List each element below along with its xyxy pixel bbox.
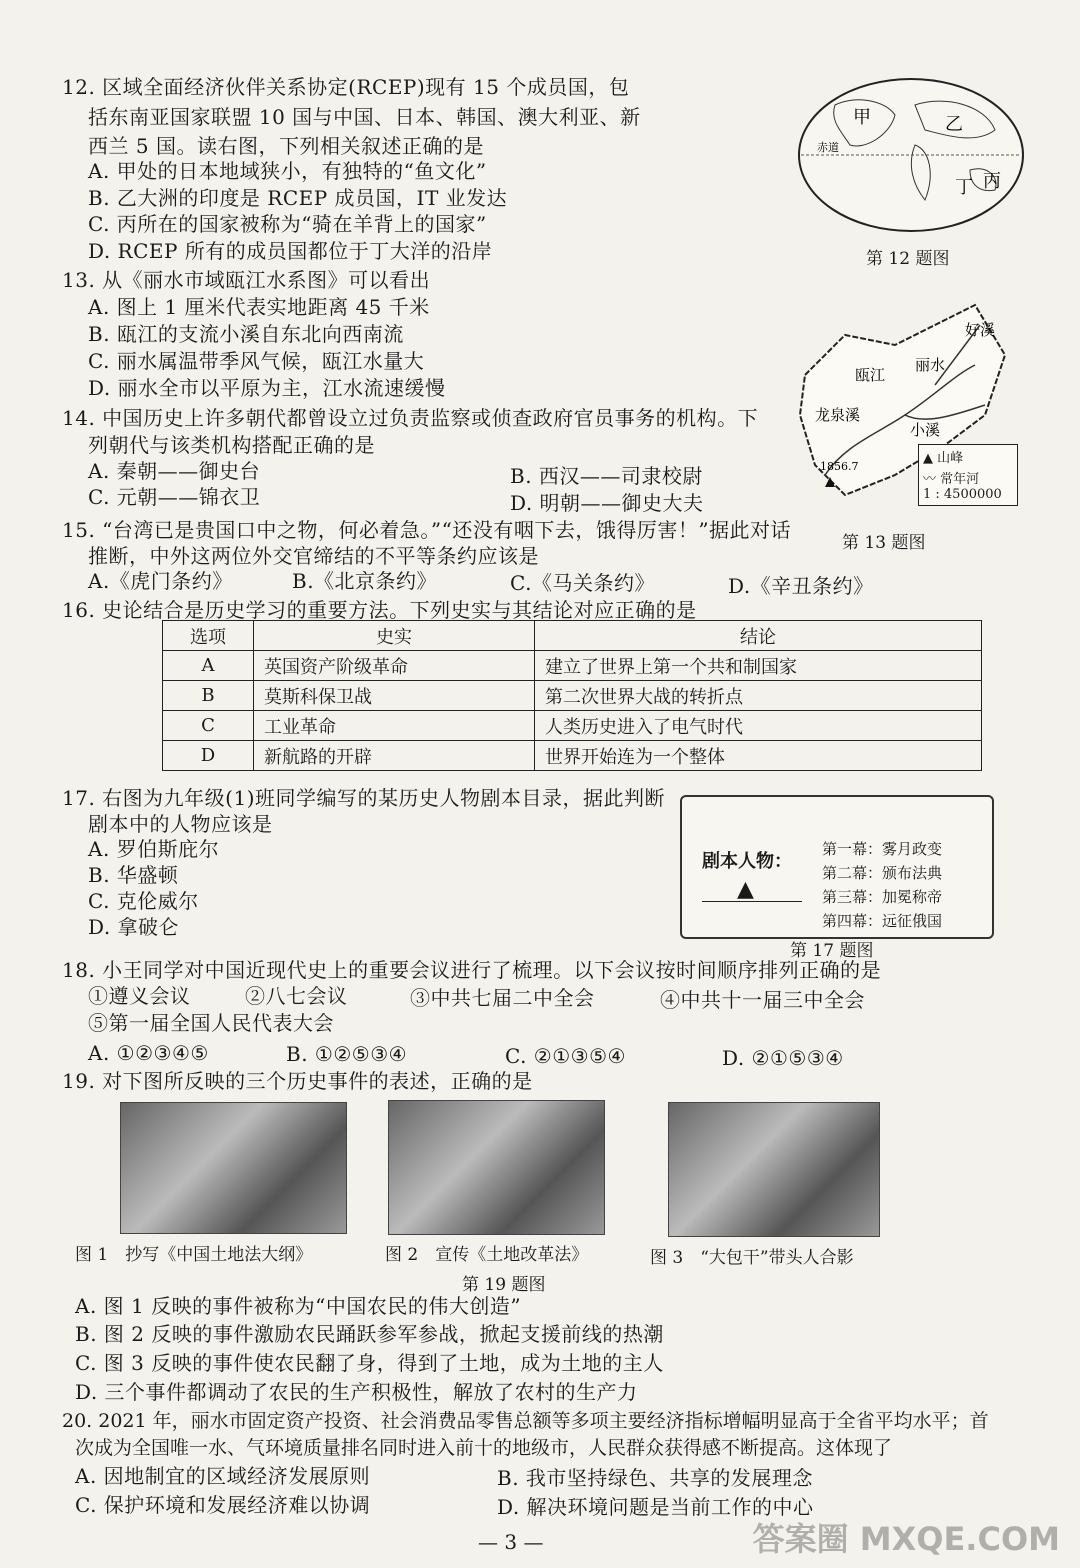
q13-option-d: D. 丽水全市以平原为主，江水流速缓慢 xyxy=(88,376,446,400)
q18-stem: 18. 小王同学对中国近现代史上的重要会议进行了梳理。以下会议按时间顺序排列正确的是 xyxy=(62,958,882,982)
q14-stem-line-2: 列朝代与该类机构搭配正确的是 xyxy=(88,433,375,457)
label-longquanxi: 龙泉溪 xyxy=(815,406,861,424)
q18-option-b: B. ①②⑤③④ xyxy=(286,1042,408,1066)
q15-option-a: A.《虎门条约》 xyxy=(88,569,233,593)
q18-item-1: ①遵义会议 xyxy=(88,984,191,1008)
header-fact: 史实 xyxy=(254,621,535,651)
q20-stem-line-1: 20. 2021 年，丽水市固定资产投资、社会消费品零售总额等多项主要经济指标增幅明显高于全省平均水平；首 xyxy=(62,1410,989,1432)
cell-option: A xyxy=(163,651,254,681)
map-label-yi: 乙 xyxy=(945,114,963,135)
header-option: 选项 xyxy=(163,621,254,651)
script-scroll-figure xyxy=(680,795,994,939)
photo-caption-3: 图 3 “大包干”带头人合影 xyxy=(650,1248,854,1268)
table-row xyxy=(163,741,982,771)
q19-option-c: C. 图 3 反映的事件使农民翻了身，得到了土地，成为土地的主人 xyxy=(75,1351,664,1375)
q14-option-a: A. 秦朝——御史台 xyxy=(88,459,261,483)
act-3: 第三幕：加冕称帝 xyxy=(822,888,943,906)
label-haoxi: 好溪 xyxy=(965,321,996,339)
q14-option-d: D. 明朝——御史大夫 xyxy=(510,491,704,515)
legend-scale: 1 : 4500000 xyxy=(923,487,1002,502)
cell-fact: 莫斯科保卫战 xyxy=(254,681,535,711)
photo-caption-2: 图 2 宣传《土地改革法》 xyxy=(385,1245,589,1265)
q12-stem-line-1: 12. 区域全面经济伙伴关系协定(RCEP)现有 15 个成员国，包 xyxy=(62,75,630,99)
map-label-jia: 甲 xyxy=(853,107,871,128)
q19-option-d: D. 三个事件都调动了农民的生产积极性，解放了农村的生产力 xyxy=(75,1380,638,1404)
cell-fact: 工业革命 xyxy=(254,711,535,741)
acts-list xyxy=(822,837,942,933)
q19-option-a: A. 图 1 反映的事件被称为“中国农民的伟大创造” xyxy=(75,1294,522,1318)
q17-option-d: D. 拿破仑 xyxy=(88,915,180,939)
table-row xyxy=(163,681,982,711)
script-character-label: 剧本人物： xyxy=(702,851,792,872)
q12-option-c: C. 丙所在的国家被称为“骑在羊背上的国家” xyxy=(88,212,487,236)
q20-option-d: D. 解决环境问题是当前工作的中心 xyxy=(497,1495,814,1519)
q17-stem-line-2: 剧本中的人物应该是 xyxy=(88,812,273,836)
q18-item-4: ④中共十一届三中全会 xyxy=(660,988,865,1012)
q19-stem: 19. 对下图所反映的三个历史事件的表述，正确的是 xyxy=(62,1069,533,1093)
q12-option-b: B. 乙大洲的印度是 RCEP 成员国，IT 业发达 xyxy=(88,186,508,210)
q18-option-d: D. ②①⑤③④ xyxy=(722,1046,844,1070)
q15-stem-line-1: 15. “台湾已是贵国口中之物，何必着急。”“还没有咽下去，饿得厉害！”据此对话 xyxy=(62,518,792,542)
q15-stem-line-2: 推断，中外这两位外交官缔结的不平等条约应该是 xyxy=(88,544,539,568)
cell-option: D xyxy=(163,741,254,771)
q17-stem-line-1: 17. 右图为九年级(1)班同学编写的某历史人物剧本目录，据此判断 xyxy=(62,786,665,810)
q13-option-a: A. 图上 1 厘米代表实地距离 45 千米 xyxy=(88,295,430,319)
world-map-figure xyxy=(795,75,1027,235)
q17-option-a: A. 罗伯斯庇尔 xyxy=(88,837,220,861)
photo-land-reform-propaganda xyxy=(388,1100,605,1235)
act-2: 第二幕：颁布法典 xyxy=(822,864,943,882)
character-triangle-icon: ▲ xyxy=(737,877,754,902)
q18-item-3: ③中共七届二中全会 xyxy=(410,986,595,1010)
triangle-icon: ▲ xyxy=(923,451,933,466)
q20-stem-line-2: 次成为全国唯一水、气环境质量排名同时进入前十的地级市，人民群众获得感不断提高。这体现了 xyxy=(75,1437,893,1459)
header-conclusion: 结论 xyxy=(535,621,982,651)
cell-conclusion: 建立了世界上第一个共和制国家 xyxy=(535,651,982,681)
q20-option-c: C. 保护环境和发展经济难以协调 xyxy=(75,1493,371,1517)
page-number: — 3 — xyxy=(478,1530,544,1554)
q17-option-c: C. 克伦威尔 xyxy=(88,889,199,913)
q12-option-a: A. 甲处的日本地域狭小，有独特的“鱼文化” xyxy=(88,159,487,183)
legend-river: 常年河 xyxy=(940,472,980,487)
q15-option-b: B.《北京条约》 xyxy=(292,569,438,593)
q13-stem: 13. 从《丽水市域瓯江水系图》可以看出 xyxy=(62,268,431,292)
q18-option-a: A. ①②③④⑤ xyxy=(88,1041,209,1065)
q17-option-b: B. 华盛顿 xyxy=(88,863,179,887)
q14-stem-line-1: 14. 中国历史上许多朝代都曾设立过负责监察或侦查政府官员事务的机构。下 xyxy=(62,406,759,430)
q18-option-c: C. ②①③⑤④ xyxy=(505,1044,626,1068)
photo-caption-1: 图 1 抄写《中国土地法大纲》 xyxy=(75,1245,313,1265)
q19-caption: 第 19 题图 xyxy=(462,1275,546,1295)
legend-peak: 山峰 xyxy=(937,451,964,466)
q20-option-a: A. 因地制宜的区域经济发展原则 xyxy=(75,1464,371,1488)
q16-stem: 16. 史论结合是历史学习的重要方法。下列史实与其结论对应正确的是 xyxy=(62,598,697,622)
peak-elevation: 1856.7 xyxy=(820,460,859,473)
q16-table xyxy=(162,620,982,771)
q12-stem-line-3: 西兰 5 国。读右图，下列相关叙述正确的是 xyxy=(88,134,484,158)
map-label-ding: 丁 xyxy=(955,177,973,198)
map-label-bing: 丙 xyxy=(983,171,1001,192)
cell-conclusion: 人类历史进入了电气时代 xyxy=(535,711,982,741)
q15-option-d: D.《辛丑条约》 xyxy=(728,574,874,598)
photo-copying-land-law xyxy=(120,1102,347,1234)
q12-option-d: D. RCEP 所有的成员国都位于丁大洋的沿岸 xyxy=(88,239,493,263)
q15-option-c: C.《马关条约》 xyxy=(510,571,655,595)
q13-option-c: C. 丽水属温带季风气候，瓯江水量大 xyxy=(88,349,425,373)
map-legend xyxy=(918,444,1018,506)
label-oujiang: 瓯江 xyxy=(855,366,886,384)
cell-option: C xyxy=(163,711,254,741)
cell-conclusion: 第二次世界大战的转折点 xyxy=(535,681,982,711)
cell-option: B xyxy=(163,681,254,711)
photo-dabaogan-group xyxy=(668,1102,880,1237)
q17-caption: 第 17 题图 xyxy=(790,941,874,961)
river-icon: 〰 xyxy=(923,472,937,487)
q18-item-5: ⑤第一届全国人民代表大会 xyxy=(88,1011,334,1035)
act-4: 第四幕：远征俄国 xyxy=(822,912,943,930)
label-xiaoxi: 小溪 xyxy=(910,421,941,439)
q13-option-b: B. 瓯江的支流小溪自东北向西南流 xyxy=(88,322,404,346)
label-lishui: 丽水 xyxy=(915,356,946,374)
q14-option-c: C. 元朝——锦衣卫 xyxy=(88,485,261,509)
q12-stem-line-2: 括东南亚国家联盟 10 国与中国、日本、韩国、澳大利亚、新 xyxy=(88,105,641,129)
cell-fact: 英国资产阶级革命 xyxy=(254,651,535,681)
act-1: 第一幕：雾月政变 xyxy=(822,840,943,858)
table-row xyxy=(163,651,982,681)
table-header-row xyxy=(163,621,982,651)
q12-caption: 第 12 题图 xyxy=(866,249,950,269)
q19-option-b: B. 图 2 反映的事件激励农民踊跃参军参战，掀起支援前线的热潮 xyxy=(75,1322,664,1346)
q18-item-2: ②八七会议 xyxy=(245,984,348,1008)
table-row xyxy=(163,711,982,741)
cell-conclusion: 世界开始连为一个整体 xyxy=(535,741,982,771)
equator-label: 赤道 xyxy=(817,141,839,154)
underline xyxy=(702,901,802,902)
cell-fact: 新航路的开辟 xyxy=(254,741,535,771)
q20-option-b: B. 我市坚持绿色、共享的发展理念 xyxy=(497,1466,813,1490)
q14-option-b: B. 西汉——司隶校尉 xyxy=(510,464,703,488)
q13-caption: 第 13 题图 xyxy=(842,533,926,553)
watermark: 答案圈 MXQE.COM xyxy=(752,1520,1060,1558)
